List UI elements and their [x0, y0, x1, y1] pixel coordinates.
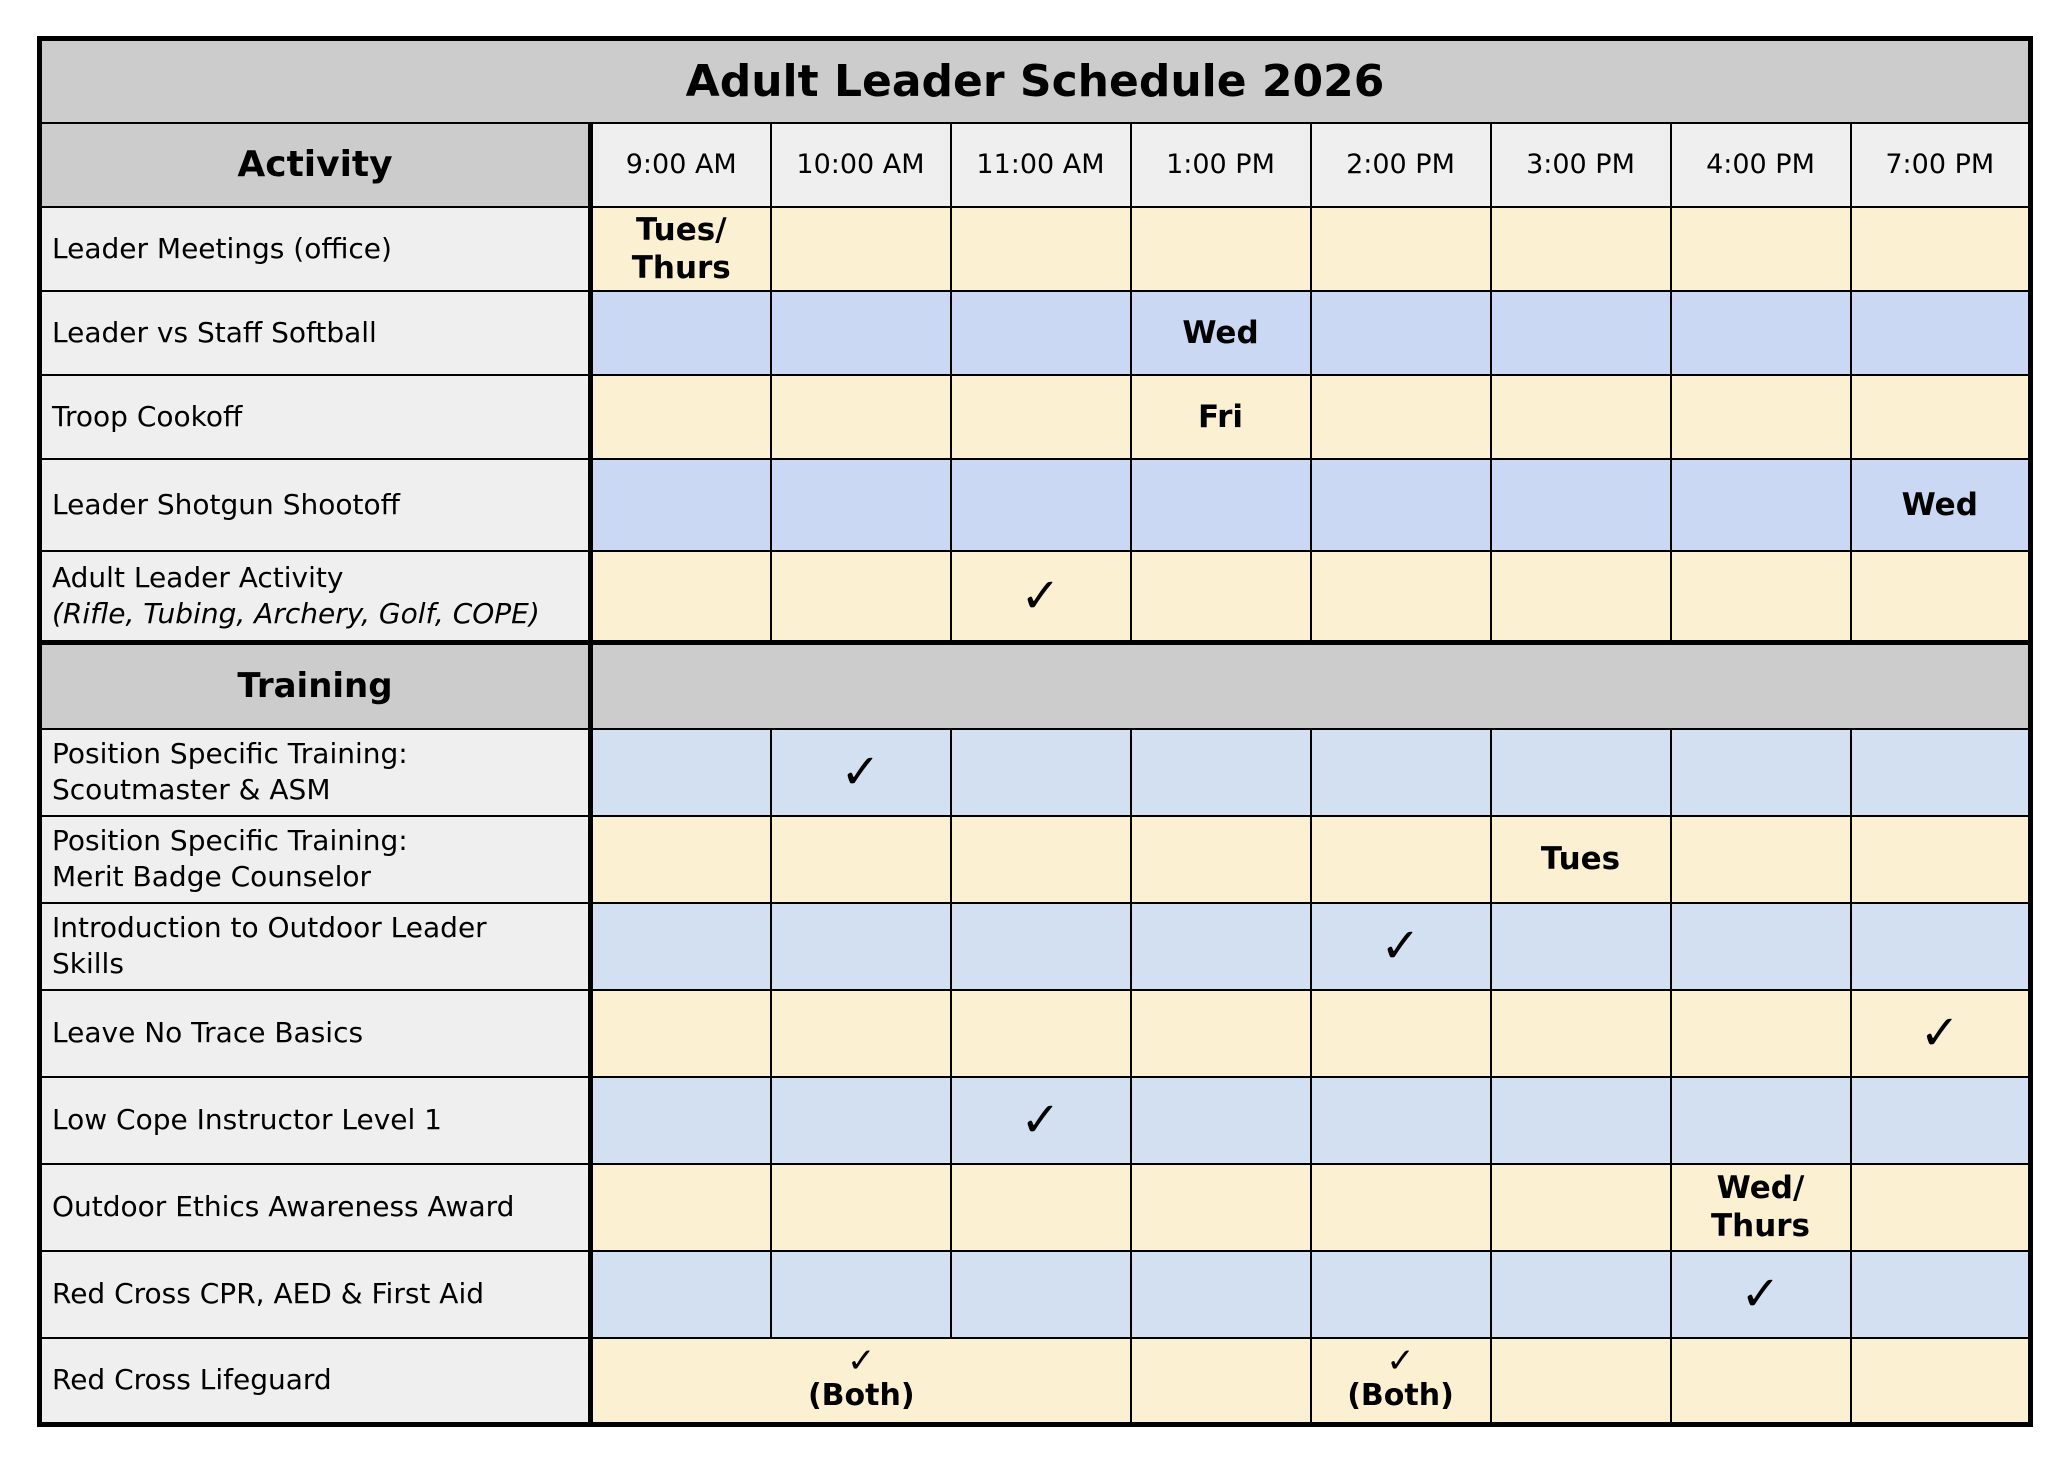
- schedule-mark: [591, 1338, 1131, 1425]
- activity-label: Troop Cookoff: [40, 375, 591, 459]
- time-header: 1:00 PM: [1131, 123, 1311, 207]
- empty-cell: [1491, 1164, 1671, 1251]
- empty-cell: [951, 990, 1131, 1077]
- empty-cell: [771, 291, 951, 375]
- empty-cell: [1491, 291, 1671, 375]
- table-row: [40, 1338, 2031, 1425]
- empty-cell: [951, 1251, 1131, 1338]
- mark-line: Thurs: [1710, 1208, 1811, 1244]
- empty-cell: [1851, 903, 2031, 990]
- empty-cell: [591, 990, 771, 1077]
- empty-cell: [771, 1251, 951, 1338]
- empty-cell: [1131, 459, 1311, 551]
- empty-cell: [1131, 551, 1311, 643]
- empty-cell: [1311, 990, 1491, 1077]
- table-row: [40, 291, 2031, 375]
- empty-cell: [951, 1164, 1131, 1251]
- empty-cell: [1311, 551, 1491, 643]
- schedule-mark: Fri: [1131, 375, 1311, 459]
- mark-line: Thurs: [631, 249, 731, 286]
- empty-cell: [591, 1164, 771, 1251]
- schedule-table: [37, 36, 2033, 1427]
- empty-cell: [1671, 816, 1851, 903]
- checkmark-icon: ✓: [951, 551, 1131, 643]
- empty-cell: [1851, 291, 2031, 375]
- empty-cell: [1131, 1338, 1311, 1425]
- mark-line: Wed/: [1716, 1170, 1805, 1206]
- time-header: 9:00 AM: [591, 123, 771, 207]
- training-label: Leave No Trace Basics: [40, 990, 591, 1077]
- checkmark-icon: ✓: [771, 729, 951, 816]
- empty-cell: [591, 729, 771, 816]
- label-line: Position Specific Training:: [52, 737, 408, 770]
- empty-cell: [1131, 207, 1311, 291]
- table-row: [40, 1251, 2031, 1338]
- empty-cell: [1491, 551, 1671, 643]
- empty-cell: [591, 551, 771, 643]
- time-header: 7:00 PM: [1851, 123, 2031, 207]
- mark-line: Tues/: [635, 211, 727, 248]
- checkmark-icon: ✓: [951, 1077, 1131, 1164]
- schedule-title: Adult Leader Schedule 2026: [40, 39, 2031, 123]
- empty-cell: [1131, 729, 1311, 816]
- label-line: Scoutmaster & ASM: [52, 773, 331, 806]
- empty-cell: [1671, 459, 1851, 551]
- schedule-mark: Wed: [1851, 459, 2031, 551]
- empty-cell: [1131, 816, 1311, 903]
- empty-cell: [1671, 375, 1851, 459]
- empty-cell: [771, 207, 951, 291]
- empty-cell: [1131, 1077, 1311, 1164]
- training-label: [40, 903, 591, 990]
- empty-cell: [771, 375, 951, 459]
- checkmark-icon: ✓: [847, 1341, 876, 1382]
- empty-cell: [1311, 207, 1491, 291]
- schedule-mark: [1311, 1338, 1491, 1425]
- table-row: [40, 459, 2031, 551]
- empty-cell: [1311, 1164, 1491, 1251]
- empty-cell: [1851, 1164, 2031, 1251]
- empty-cell: [1851, 1077, 2031, 1164]
- time-header: 3:00 PM: [1491, 123, 1671, 207]
- empty-cell: [771, 1077, 951, 1164]
- training-label: Red Cross Lifeguard: [40, 1338, 591, 1425]
- empty-cell: [771, 551, 951, 643]
- training-label: Low Cope Instructor Level 1: [40, 1077, 591, 1164]
- empty-cell: [1491, 375, 1671, 459]
- activity-label: [40, 551, 591, 643]
- empty-cell: [771, 903, 951, 990]
- empty-cell: [1311, 1251, 1491, 1338]
- label-line: Skills: [52, 947, 124, 980]
- empty-cell: [951, 903, 1131, 990]
- empty-cell: [1671, 291, 1851, 375]
- empty-cell: [1311, 729, 1491, 816]
- time-header: 4:00 PM: [1671, 123, 1851, 207]
- table-row: [40, 207, 2031, 291]
- checkmark-icon: ✓: [1671, 1251, 1851, 1338]
- empty-cell: [1491, 990, 1671, 1077]
- empty-cell: [1311, 816, 1491, 903]
- checkmark-icon: ✓: [1386, 1341, 1415, 1382]
- empty-cell: [951, 729, 1131, 816]
- empty-cell: [951, 816, 1131, 903]
- table-row: [40, 990, 2031, 1077]
- checkmark-icon: ✓: [1311, 903, 1491, 990]
- training-section-label: Training: [40, 643, 591, 729]
- empty-cell: [1851, 1338, 2031, 1425]
- schedule-mark: [591, 207, 771, 291]
- empty-cell: [1491, 459, 1671, 551]
- time-header: 10:00 AM: [771, 123, 951, 207]
- empty-cell: [591, 459, 771, 551]
- empty-cell: [771, 816, 951, 903]
- empty-cell: [1851, 207, 2031, 291]
- empty-cell: [1491, 1338, 1671, 1425]
- empty-cell: [1671, 729, 1851, 816]
- schedule-mark: Tues: [1491, 816, 1671, 903]
- empty-cell: [591, 1251, 771, 1338]
- table-row: [40, 1077, 2031, 1164]
- schedule-mark: Wed: [1131, 291, 1311, 375]
- empty-cell: [1671, 1077, 1851, 1164]
- empty-cell: [591, 375, 771, 459]
- table-row: [40, 903, 2031, 990]
- empty-cell: [591, 816, 771, 903]
- empty-cell: [951, 459, 1131, 551]
- empty-cell: [1851, 375, 2031, 459]
- activity-label: Leader vs Staff Softball: [40, 291, 591, 375]
- training-label: Outdoor Ethics Awareness Award: [40, 1164, 591, 1251]
- table-row: [40, 729, 2031, 816]
- empty-cell: [1131, 1251, 1311, 1338]
- activity-sublabel: (Rifle, Tubing, Archery, Golf, COPE): [52, 596, 540, 630]
- empty-cell: [1311, 1077, 1491, 1164]
- empty-cell: [1491, 729, 1671, 816]
- label-line: Introduction to Outdoor Leader: [52, 911, 487, 944]
- empty-cell: [1851, 816, 2031, 903]
- both-note: (Both): [807, 1378, 915, 1414]
- training-label: [40, 729, 591, 816]
- empty-cell: [591, 291, 771, 375]
- empty-cell: [1131, 1164, 1311, 1251]
- checkmark-icon: ✓: [1851, 990, 2031, 1077]
- empty-cell: [1851, 1251, 2031, 1338]
- time-header: 2:00 PM: [1311, 123, 1491, 207]
- empty-cell: [1311, 375, 1491, 459]
- empty-cell: [1671, 207, 1851, 291]
- empty-cell: [951, 207, 1131, 291]
- empty-cell: [591, 1077, 771, 1164]
- training-label: Red Cross CPR, AED & First Aid: [40, 1251, 591, 1338]
- empty-cell: [1491, 903, 1671, 990]
- both-note: (Both): [1347, 1378, 1454, 1414]
- empty-cell: [1131, 990, 1311, 1077]
- empty-cell: [1671, 990, 1851, 1077]
- empty-cell: [591, 903, 771, 990]
- empty-cell: [1671, 903, 1851, 990]
- empty-cell: [1311, 291, 1491, 375]
- empty-cell: [1131, 903, 1311, 990]
- schedule-mark: [1671, 1164, 1851, 1251]
- empty-cell: [771, 990, 951, 1077]
- section-header-fill: [591, 643, 2031, 729]
- activity-label: Leader Shotgun Shootoff: [40, 459, 591, 551]
- empty-cell: [1671, 551, 1851, 643]
- empty-cell: [1491, 1077, 1671, 1164]
- empty-cell: [951, 375, 1131, 459]
- table-row: [40, 1164, 2031, 1251]
- activity-column-header: Activity: [40, 123, 591, 207]
- empty-cell: [1671, 1338, 1851, 1425]
- empty-cell: [951, 291, 1131, 375]
- empty-cell: [771, 459, 951, 551]
- table-row: [40, 816, 2031, 903]
- training-label: [40, 816, 591, 903]
- activity-label-main: Adult Leader Activity: [52, 560, 344, 594]
- table-row: [40, 551, 2031, 643]
- empty-cell: [1491, 1251, 1671, 1338]
- label-line: Position Specific Training:: [52, 824, 408, 857]
- empty-cell: [1491, 207, 1671, 291]
- empty-cell: [771, 1164, 951, 1251]
- label-line: Merit Badge Counselor: [52, 860, 372, 893]
- activity-label: Leader Meetings (office): [40, 207, 591, 291]
- empty-cell: [1311, 459, 1491, 551]
- table-row: [40, 375, 2031, 459]
- empty-cell: [1851, 729, 2031, 816]
- empty-cell: [1851, 551, 2031, 643]
- section-header-row: [40, 643, 2031, 729]
- time-header: 11:00 AM: [951, 123, 1131, 207]
